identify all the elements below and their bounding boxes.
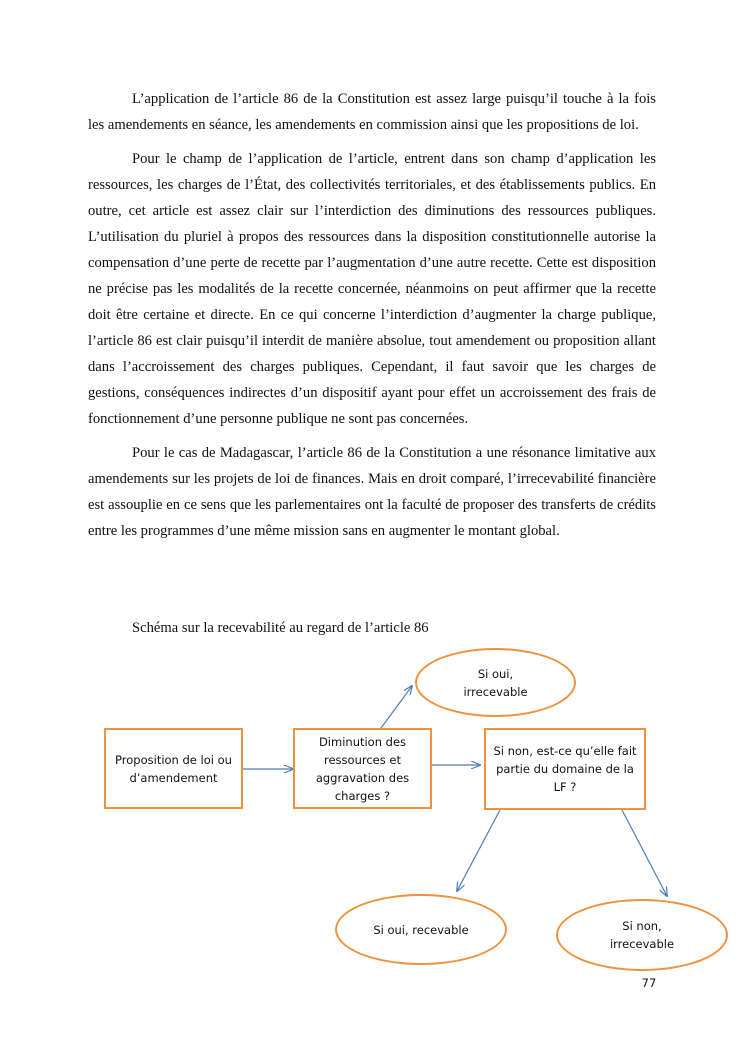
- paragraph-2: Pour le champ de l’application de l’article, entrent dans son champ d’application les ressources, les charges de l’État, des collectivités territoriales, et des établissements publics. En outre, cet article est assez clair sur l’interdiction des diminutions des ressources publiques. L’utilisation du pluriel à propos des ressources dans la disposition constitutionnelle autorise la compensation d’une perte de recette par l’augmentation d’une autre recette. Cette est disposition ne précise pas les modalités de la recette concernée, néanmoins on peut affirmer que la recette doit être certaine et directe. En ce qui concerne l’interdiction d’augmenter la charge publique, l’article 86 est clair puisqu’il interdit de manière absolue, tout amendement ou proposition allant dans l’accroissement des charges publiques. Cependant, il faut savoir que les charges de gestions, conséquences indirectes d’un dispositif ayant pour effet un accroissement des frais de fonctionnement d’une personne publique ne sont pas concernées.: [88, 151, 656, 427]
- schema-title: Schéma sur la recevabilité au regard de l’article 86: [132, 620, 429, 636]
- paragraph-1: L’application de l’article 86 de la Constitution est assez large puisqu’il touche à la fois les amendements en séance, les amendements en commission ainsi que les propositions de loi.: [88, 91, 656, 133]
- node-si-non-domaine-label: Si non, est-ce qu’elle fait partie du domaine de la LF ?: [493, 744, 637, 794]
- node-diminution-label: Diminution des ressources et aggravation des charges ?: [315, 734, 410, 803]
- node-si-non-irrecevable-label: Si non, irrecevable: [609, 919, 675, 951]
- node-si-non-irrecevable: [556, 899, 728, 971]
- arrow-diminution-to-oui-irrecevable: [381, 686, 412, 728]
- node-si-non-domaine: [484, 728, 646, 810]
- node-si-oui-irrecevable: [415, 648, 576, 717]
- page-number: 77: [641, 976, 657, 990]
- node-si-oui-recevable: [335, 894, 507, 965]
- node-proposition-label: Proposition de loi ou d’amendement: [115, 752, 232, 785]
- node-si-oui-irrecevable-label: Si oui, irrecevable: [463, 666, 528, 699]
- arrow-domaine-to-oui-recevable: [457, 810, 500, 891]
- paragraph-3: Pour le cas de Madagascar, l’article 86 de la Constitution a une résonance limitative aux amendements sur les projets de loi de finances. Mais en droit comparé, l’irrecevabilité financière est assouplie en ce sens que les parlementaires ont la faculté de proposer des transferts de crédits entre les programmes d’une même mission sans en augmenter le montant global.: [88, 445, 656, 539]
- arrow-domaine-to-non-irrecevable: [622, 810, 667, 896]
- node-si-oui-recevable-label: Si oui, recevable: [373, 922, 469, 937]
- node-proposition: [104, 728, 243, 809]
- node-diminution: [293, 728, 432, 809]
